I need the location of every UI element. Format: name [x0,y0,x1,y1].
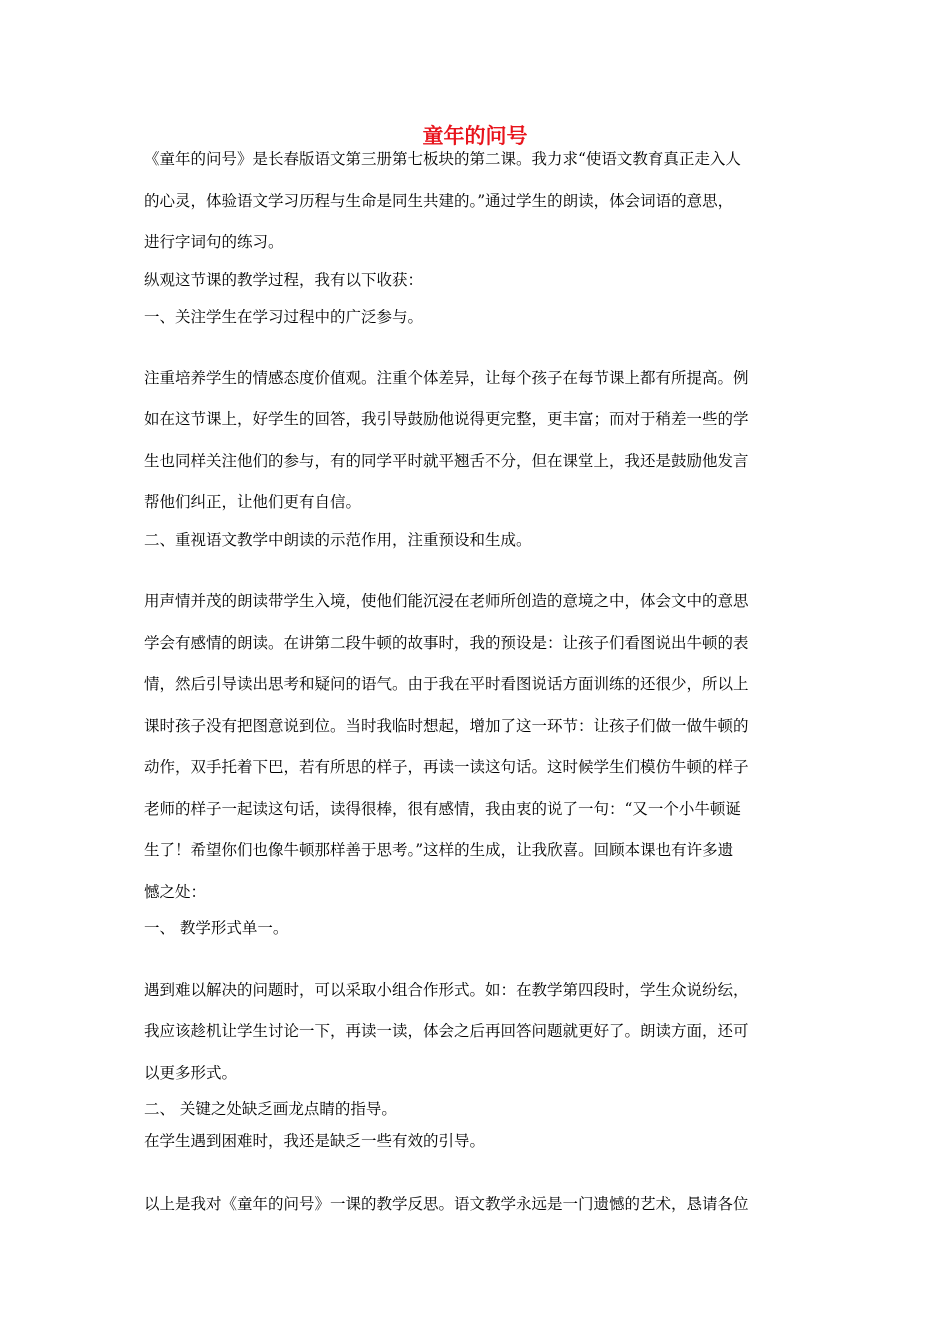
body-line: 进行字词句的练习。 [144,233,284,251]
body-line: 以上是我对《童年的问号》一课的教学反思。语文教学永远是一门遗憾的艺术，恳请各位 [144,1195,749,1213]
body-line: 注重培养学生的情感态度价值观。注重个体差异，让每个孩子在每节课上都有所提高。例 [144,369,749,387]
section-heading: 二、 关键之处缺乏画龙点睛的指导。 [144,1100,397,1118]
body-line: 学会有感情的朗读。在讲第二段牛顿的故事时，我的预设是：让孩子们看图说出牛顿的表 [144,634,749,652]
body-line: 《童年的问号》是长春版语文第三册第七板块的第二课。我力求“使语文教育真正走入人 [144,150,741,168]
body-line: 生了！希望你们也像牛顿那样善于思考。”这样的生成，让我欣喜。回顾本课也有许多遗 [144,841,734,859]
body-line: 用声情并茂的朗读带学生入境，使他们能沉浸在老师所创造的意境之中，体会文中的意思 [144,592,749,610]
section-heading: 一、关注学生在学习过程中的广泛参与。 [144,308,424,326]
body-line: 生也同样关注他们的参与，有的同学平时就平翘舌不分，但在课堂上，我还是鼓励他发言 [144,452,749,470]
body-line: 以更多形式。 [144,1064,238,1082]
body-line: 情，然后引导读出思考和疑问的语气。由于我在平时看图说话方面训练的还很少，所以上 [144,675,749,693]
body-line: 憾之处： [144,883,207,901]
section-heading: 一、 教学形式单一。 [144,919,289,937]
section-heading: 二、重视语文教学中朗读的示范作用，注重预设和生成。 [144,531,532,549]
body-line: 纵观这节课的教学过程，我有以下收获： [144,271,424,289]
body-line: 我应该趁机让学生讨论一下，再读一读，体会之后再回答问题就更好了。朗读方面，还可 [144,1022,749,1040]
page-title: 童年的问号 [422,124,528,148]
body-line: 动作，双手托着下巴，若有所思的样子，再读一读这句话。这时候学生们模仿牛顿的样子 [144,758,749,776]
body-line: 遇到难以解决的问题时，可以采取小组合作形式。如：在教学第四段时，学生众说纷纭， [144,981,749,999]
body-line: 在学生遇到困难时，我还是缺乏一些有效的引导。 [144,1132,486,1150]
body-line: 的心灵，体验语文学习历程与生命是同生共建的。”通过学生的朗读，体会词语的意思， [144,192,734,210]
body-line: 帮他们纠正，让他们更有自信。 [144,493,362,511]
body-line: 课时孩子没有把图意说到位。当时我临时想起，增加了这一环节：让孩子们做一做牛顿的 [144,717,749,735]
body-line: 老师的样子一起读这句话，读得很棒，很有感情，我由衷的说了一句：“又一个小牛顿诞 [144,800,741,818]
body-line: 如在这节课上，好学生的回答，我引导鼓励他说得更完整，更丰富；而对于稍差一些的学 [144,410,749,428]
